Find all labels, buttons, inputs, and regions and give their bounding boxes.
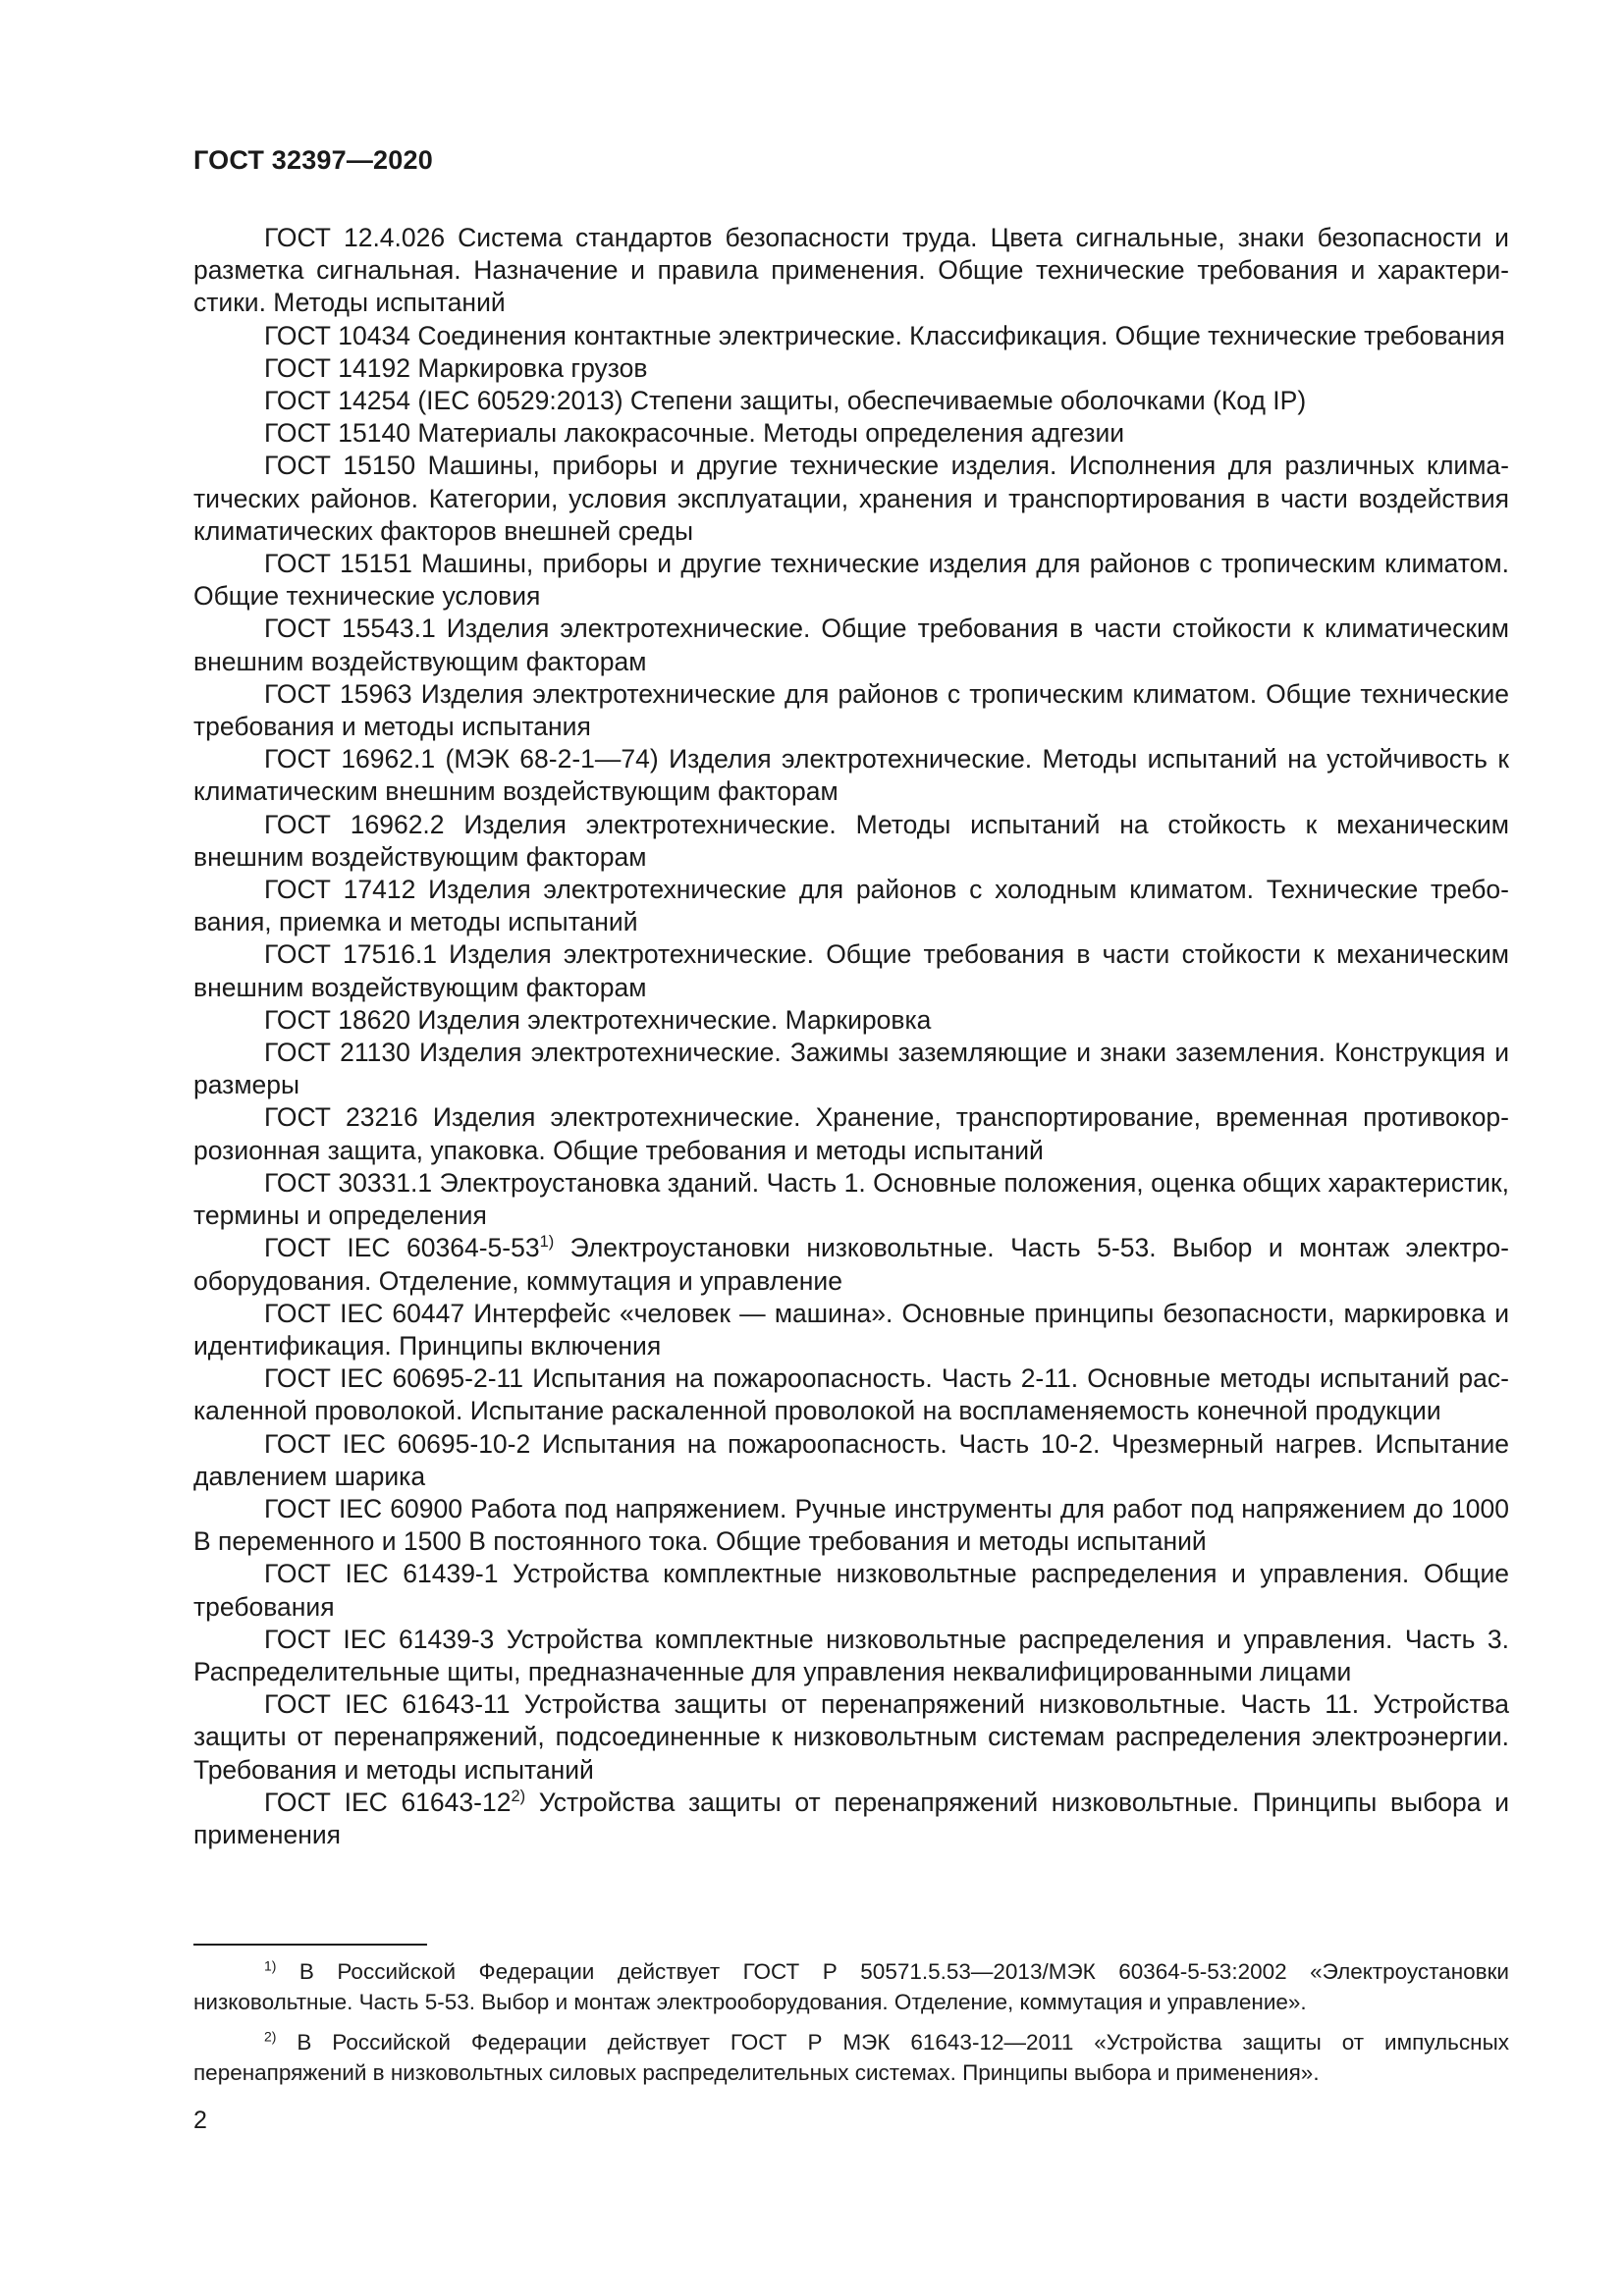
reference-item: ГОСТ IEC 61643-11 Устройства защиты от перенапряжений низковольтные. Часть 11. Устройства защиты от перенапряжений, подсоединенные к низковольтным системам распределения электроэнергии. Требования и методы испытаний xyxy=(193,1689,1509,1785)
reference-item: ГОСТ 18620 Изделия электротехнические. Маркировка xyxy=(264,1004,932,1035)
footnote xyxy=(193,1956,1509,2017)
footnote-separator xyxy=(193,1944,427,1946)
references-list xyxy=(193,222,1509,1851)
document-header: ГОСТ 32397—2020 xyxy=(193,145,433,175)
reference-item: ГОСТ IEC 60447 Интерфейс «человек — машина». Основные принципы безопасности, маркировка и идентификация. Принципы включения xyxy=(193,1298,1509,1361)
reference-item xyxy=(193,1787,1509,1851)
reference-item: ГОСТ 17516.1 Изделия электротехнические. Общие требования в части стойкости к механическим внешним воздействующим факторам xyxy=(193,939,1509,1002)
reference-item xyxy=(193,1232,1509,1297)
reference-item: ГОСТ 23216 Изделия электротехнические. Хранение, транспортирование, временная противокоррозионная защита, упаковка. Общие требования и методы испытаний xyxy=(193,1102,1509,1165)
reference-item: ГОСТ 30331.1 Электроустановка зданий. Часть 1. Основные положения, оценка общих характеристик, термины и определения xyxy=(193,1167,1509,1231)
footnotes xyxy=(193,1956,1509,2098)
footnote-marker: 2) xyxy=(511,1787,526,1805)
reference-item: ГОСТ 14192 Маркировка грузов xyxy=(264,352,648,383)
reference-item: ГОСТ 16962.1 (МЭК 68-2-1—74) Изделия электротехнические. Методы испытаний на устойчивость к климатическим внешним воздействующим факторам xyxy=(193,744,1509,807)
reference-title: Электроустановки низковольтные. Часть 5-53. Выбор и монтаж электрооборудования. Отделение, коммутация и управление xyxy=(193,1233,1509,1296)
reference-code: ГОСТ IEC 61643-12 xyxy=(264,1787,512,1817)
reference-item: ГОСТ 15963 Изделия электротехнические для районов с тропическим климатом. Общие технические требования и методы испытания xyxy=(193,678,1509,742)
reference-item: ГОСТ 21130 Изделия электротехнические. Зажимы заземляющие и знаки заземления. Конструкция и размеры xyxy=(193,1038,1509,1100)
reference-title: Устройства защиты от перенапряжений низковольтные. Принципы выбора и применения xyxy=(193,1787,1509,1849)
reference-item: ГОСТ 15151 Машины, приборы и другие технические изделия для районов с тропическим климатом. Общие технические условия xyxy=(193,549,1509,612)
reference-item: ГОСТ 15140 Материалы лакокрасочные. Методы определения адгезии xyxy=(264,418,1125,449)
reference-item: ГОСТ IEC 60695-10-2 Испытания на пожароопасность. Часть 10-2. Чрезмерный нагрев. Испытание давлением шарика xyxy=(193,1428,1509,1491)
page-number: 2 xyxy=(193,2107,207,2134)
reference-item: ГОСТ 15543.1 Изделия электротехнические. Общие требования в части стойкости к климатическим внешним воздействующим факторам xyxy=(193,614,1509,676)
reference-item: ГОСТ IEC 60900 Работа под напряжением. Ручные инструменты для работ под напряжением до 1000 В переменного и 1500 В постоянного тока. Общие требования и методы испытаний xyxy=(193,1493,1509,1557)
reference-item: ГОСТ 12.4.026 Система стандартов безопасности труда. Цвета сигнальные, знаки безопасности и разметка сигнальная. Назначение и правила применения. Общие технические требования и характеристики. Методы испытаний xyxy=(193,223,1509,318)
footnote xyxy=(193,2027,1509,2088)
reference-code: ГОСТ IEC 60364-5-53 xyxy=(264,1233,540,1263)
footnote-marker: 1) xyxy=(539,1233,555,1252)
reference-item: ГОСТ 10434 Соединения контактные электрические. Классификация. Общие технические требования xyxy=(264,320,1505,350)
reference-item: ГОСТ IEC 61439-3 Устройства комплектные низковольтные распределения и управления. Часть 3. Распределительные щиты, предназначенные для управления неквалифицированными лицами xyxy=(193,1624,1509,1686)
reference-item: ГОСТ IEC 61439-1 Устройства комплектные низковольтные распределения и управления. Общие требования xyxy=(193,1559,1509,1622)
footnote-mark: 1) xyxy=(264,1957,277,1974)
footnote-text: В Российской Федерации действует ГОСТ Р 50571.5.53—2013/МЭК 60364-5-53:2002 «Электроустановки низковольтные. Часть 5-53. Выбор и монтаж электрооборудования. Отделение, коммутация и управление». xyxy=(193,1959,1509,2014)
reference-item: ГОСТ 16962.2 Изделия электротехнические. Методы испытаний на стойкость к механическим внешним воздействующим факторам xyxy=(193,809,1509,872)
reference-item: ГОСТ 15150 Машины, приборы и другие технические изделия. Исполнения для различных климатических районов. Категории, условия эксплуатации, хранения и транспортирования в части воздействия климатических факторов внешней среды xyxy=(193,451,1509,546)
reference-item: ГОСТ IEC 60695-2-11 Испытания на пожароопасность. Часть 2-11. Основные методы испытаний раскаленной проволокой. Испытание раскаленной проволокой на воспламеняемость конечной продукции xyxy=(193,1363,1509,1426)
reference-item: ГОСТ 14254 (IEC 60529:2013) Степени защиты, обеспечиваемые оболочками (Код IP) xyxy=(264,386,1307,416)
footnote-text: В Российской Федерации действует ГОСТ Р МЭК 61643-12—2011 «Устройства защиты от импульсных перенапряжений в низковольтных силовых распределительных системах. Принципы выбора и применения». xyxy=(193,2030,1509,2085)
footnote-mark: 2) xyxy=(264,2028,277,2045)
reference-item: ГОСТ 17412 Изделия электротехнические для районов с холодным климатом. Технические требования, приемка и методы испытаний xyxy=(193,875,1509,937)
